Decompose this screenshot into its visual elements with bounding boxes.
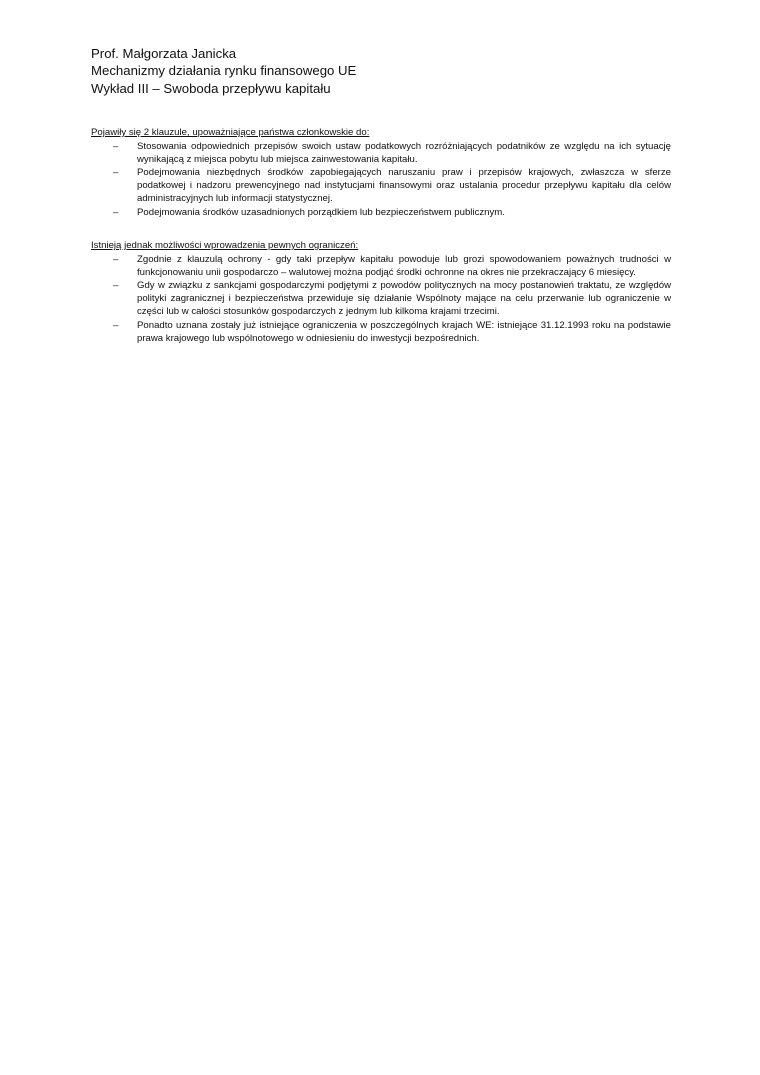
- list-item: [91, 140, 671, 166]
- dash-bullet: –: [113, 319, 119, 331]
- list-item-text: Ponadto uznana zostały już istniejące ograniczenia w poszczególnych krajach WE: istniejące 31.12.1993 roku na podstawie prawa krajowego lub wspólnotowego w odniesieniu do inwestycji bezpośrednich.: [137, 319, 671, 344]
- section-restrictions: [91, 239, 671, 345]
- list-item-text: Zgodnie z klauzulą ochrony - gdy taki przepływ kapitału powoduje lub grozi spowodowaniem poważnych trudności w funkcjonowaniu unii gospodarczo – walutowej można podjąć środki ochronne na okres nie przekraczający 6 miesięcy.: [137, 253, 671, 278]
- list-item-text: Gdy w związku z sankcjami gospodarczymi podjętymi z powodów politycznych na mocy postanowień traktatu, ze względów polityki zagranicznej i bezpieczeństwa przewiduje się działanie Wspólnoty mające na celu przerwanie lub ograniczenie w części lub w całości stosunków gospodarczych z jednym lub kilkoma krajami trzecimi.: [137, 279, 671, 318]
- list-item: [91, 319, 671, 345]
- document-header: [91, 45, 691, 97]
- list-item-text: Podejmowania niezbędnych środków zapobiegających naruszaniu praw i przepisów krajowych, zwłaszcza w sferze podatkowej i nadzoru prewencyjnego nad instytucjami finansowymi oraz ustalania procedur przepływu kapitału dla celów administracyjnych lub informacji statystycznej.: [137, 166, 671, 205]
- course-title: Mechanizmy działania rynku finansowego UE: [91, 63, 357, 79]
- section-title: Istnieją jednak możliwości wprowadzenia pewnych ograniczeń:: [91, 240, 359, 251]
- dash-bullet: –: [113, 206, 119, 218]
- dash-bullet: –: [113, 279, 119, 291]
- section-clauses: [91, 126, 671, 219]
- author-name: Prof. Małgorzata Janicka: [91, 46, 237, 61]
- list-item: [91, 206, 671, 219]
- dash-bullet: –: [113, 140, 119, 152]
- dash-bullet: –: [113, 166, 119, 178]
- dash-bullet: –: [113, 253, 119, 265]
- bullet-list: [91, 140, 671, 219]
- bullet-list: [91, 253, 671, 345]
- list-item: [91, 279, 671, 319]
- lecture-title: Wykład III – Swoboda przepływu kapitału: [91, 80, 331, 96]
- list-item-text: Podejmowania środków uzasadnionych porządkiem lub bezpieczeństwem publicznym.: [137, 206, 505, 218]
- list-item: [91, 166, 671, 206]
- list-item-text: Stosowania odpowiednich przepisów swoich ustaw podatkowych rozróżniających podatników ze względu na ich sytuację wynikającą z miejsca pobytu lub miejsca zainwestowania kapitału.: [137, 140, 671, 165]
- section-title: Pojawiły się 2 klauzule, upoważniające państwa członkowskie do:: [91, 127, 370, 138]
- list-item: [91, 253, 671, 279]
